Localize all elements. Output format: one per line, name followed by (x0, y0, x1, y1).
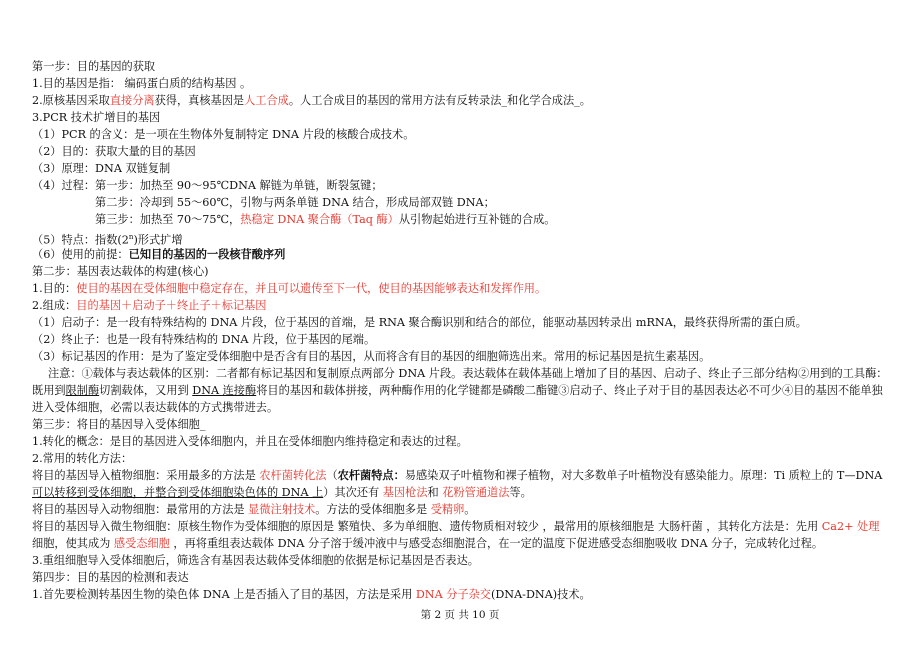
transformation-methods-heading: 2.常用的转化方法： (32, 452, 133, 465)
pcr-purpose: （2）目的：获取大量的目的基因 (32, 145, 196, 158)
terminator-definition: （2）终止子：也是一段有特殊结构的 DNA 片段，位于基因的尾端。 (32, 333, 376, 346)
pcr-prerequisite: （6）使用的前提：已知目的基因的一段核苷酸序列 (32, 247, 286, 261)
plant-cell-method-cont: 可以转移到受体细胞，并整合到受体细胞染色体的 DNA 上）其次还有 基因枪法和 花粉管通道法等。 (32, 486, 532, 499)
pcr-feature: （5）特点：指数(2$^n$)形式扩增 (32, 233, 183, 247)
page-footer: 第 2 页 共 10 页 (420, 609, 500, 621)
pcr-process-step3: 第三步：加热至 70～75℃，热稳定 DNA 聚合酶（Taq 酶）从引物起始进行互补链的合成。 (95, 213, 556, 226)
section-heading-step2: 第二步：基因表达载体的构建(核心) (32, 265, 209, 278)
section-heading-step3: 第三步：将目的基因导入受体细胞_ (32, 418, 206, 431)
pcr-meaning: （1）PCR 的含义：是一项在生物体外复制特定 DNA 片段的核酸合成技术。 (32, 128, 415, 141)
note-line-3: 进入受体细胞，必需以表达载体的方式携带进去。 (32, 401, 279, 414)
marker-gene-function: （3）标记基因的作用：是为了鉴定受体细胞中是否含有目的基因，从而将含有目的基因的细胞筛选出来。常用的标记基因是抗生素基因。 (32, 350, 711, 363)
recombinant-cell-screening: 3.重组细胞导入受体细胞后，筛选含有基因表达载体受体细胞的依据是标记基因是否表达。 (32, 554, 479, 567)
paragraph-target-gene-definition: 1.目的基因是指： 编码蛋白质的结构基因 。 (32, 77, 252, 90)
paragraph-gene-acquisition: 2.原核基因采取直接分离获得，真核基因是人工合成。人工合成目的基因的常用方法有反转录法_和化学合成法_。 (32, 94, 591, 107)
subheading-pcr: 3.PCR 技术扩增目的基因 (32, 111, 161, 124)
pcr-process-step2: 第二步：冷却到 55～60℃，引物与两条单链 DNA 结合，形成局部双链 DNA； (95, 196, 495, 209)
promoter-definition: （1）启动子：是一段有特殊结构的 DNA 片段，位于基因的首端，是 RNA 聚合酶识别和结合的部位，能驱动基因转录出 mRNA，最终获得所需的蛋白质。 (32, 316, 807, 329)
note-line-1: 注意：①载体与表达载体的区别：二者都有标记基因和复制原点两部分 DNA 片段。表达载体在载体基础上增加了目的基因、启动子、终止子三部分结构②用到的工具酶： (48, 367, 888, 380)
section-heading-step1: 第一步：目的基因的获取 (32, 60, 156, 73)
detection-method: 1.首先要检测转基因生物的染色体 DNA 上是否插入了目的基因，方法是采用 DNA 分子杂交(DNA-DNA)技术。 (32, 588, 591, 601)
animal-cell-method: 将目的基因导入动物细胞：最常用的方法是 显微注射技术。方法的受体细胞多是 受精卵。 (32, 503, 476, 516)
section-heading-step4: 第四步：目的基因的检测和表达 (32, 571, 189, 584)
vector-composition: 2.组成：目的基因＋启动子＋终止子＋标记基因 (32, 299, 267, 312)
note-line-2: 既用到限制酶切割载体，又用到 DNA 连接酶将目的基因和载体拼接，两种酶作用的化学键都是磷酸二酯键③启动子、终止子对于目的基因表达必不可少④目的基因不能单独 (32, 384, 883, 397)
pcr-process-step1: （4）过程：第一步：加热至 90～95℃DNA 解链为单链，断裂氢键； (32, 179, 383, 192)
microbe-cell-method-cont: 细胞，使其成为 感受态细胞 ，再将重组表达载体 DNA 分子溶于缓冲液中与感受态细胞混合，在一定的温度下促进感受态细胞吸收 DNA 分子，完成转化过程。 (32, 537, 824, 550)
vector-purpose: 1.目的：使目的基因在受体细胞中稳定存在，并且可以遗传至下一代，使目的基因能够表达和发挥作用。 (32, 282, 547, 295)
microbe-cell-method: 将目的基因导入微生物细胞：原核生物作为受体细胞的原因是 繁殖快、多为单细胞、遗传物质相对较少 ，最常用的原核细胞是 大肠杆菌 ，其转化方法是：先用 Ca2+ 处理 (32, 520, 880, 533)
pcr-principle: （3）原理：DNA 双链复制 (32, 162, 171, 175)
transformation-concept: 1.转化的概念：是目的基因进入受体细胞内，并且在受体细胞内维持稳定和表达的过程。 (32, 435, 468, 448)
plant-cell-method: 将目的基因导入植物细胞：采用最多的方法是 农杆菌转化法（农杆菌特点：易感染双子叶植物和裸子植物，对大多数单子叶植物没有感染能力。原理：Ti 质粒上的 T—DNA (32, 468, 883, 482)
